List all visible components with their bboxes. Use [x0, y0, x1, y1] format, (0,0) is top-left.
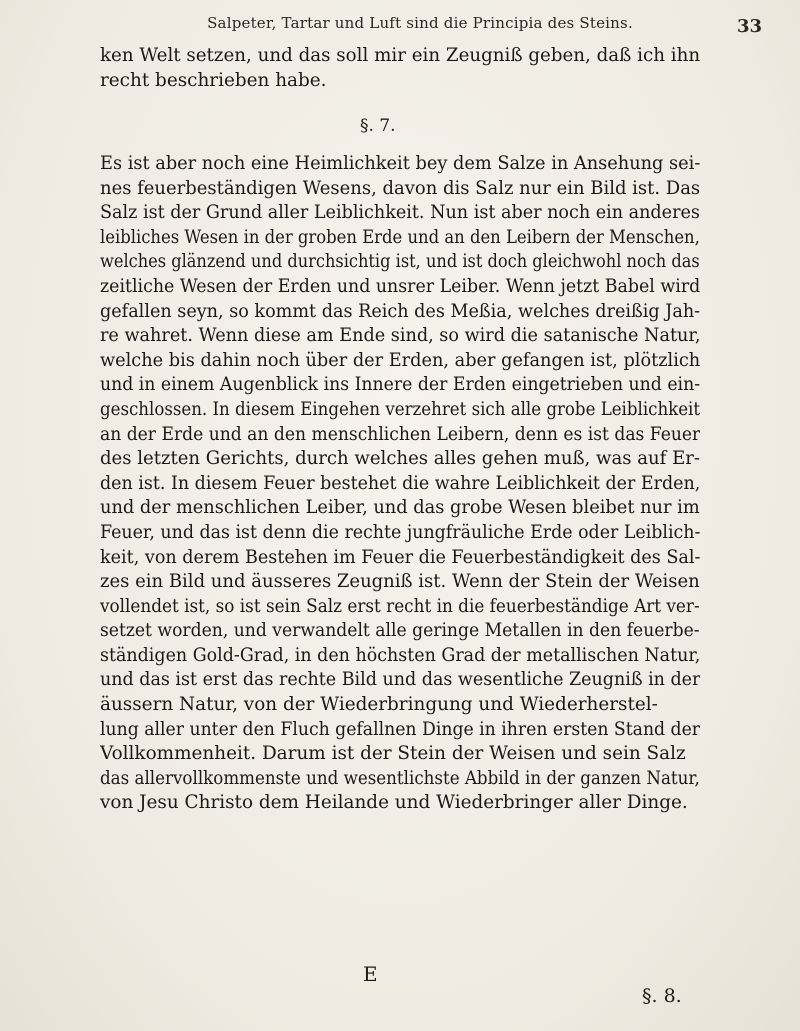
text-line: gefallen seyn, so kommt das Reich des Meßia, welches dreißig Jah-	[100, 300, 700, 322]
text-line: von Jesu Christo dem Heilande und Wiederbringer aller Dinge.	[100, 792, 688, 814]
text-line: und das ist erst das rechte Bild und das wesentliche Zeugniß in der	[100, 669, 701, 691]
text-line: und der menschlichen Leiber, und das grobe Wesen bleibet nur im	[100, 497, 700, 519]
text-line: leibliches Wesen in der groben Erde und an den Leibern der Menschen,	[100, 226, 700, 248]
text-line: re wahret. Wenn diese am Ende sind, so wird die satanische Natur,	[100, 325, 701, 347]
text-line: welche bis dahin noch über der Erden, aber gefangen ist, plötzlich	[100, 349, 701, 371]
text-line: lung aller unter den Fluch gefallnen Dinge in ihren ersten Stand der	[100, 718, 700, 740]
text-line: des letzten Gerichts, durch welches alles gehen muß, was auf Er-	[100, 448, 701, 470]
signature-mark: E	[363, 962, 378, 986]
running-head: Salpeter, Tartar und Luft sind die Principia des Steins.	[207, 14, 633, 32]
section-heading: §. 7.	[360, 116, 396, 136]
text-line: geschlossen. In diesem Eingehen verzehret sich alle grobe Leiblichkeit	[100, 398, 700, 420]
text-line: vollendet ist, so ist sein Salz erst recht in die feuerbeständige Art ver-	[100, 595, 700, 617]
text-line: welches glänzend und durchsichtig ist, und ist doch gleichwohl noch das	[100, 251, 700, 273]
catchword: §. 8.	[642, 985, 682, 1007]
text-line: das allervollkommenste und wesentlichste Abbild in der ganzen Natur,	[100, 767, 700, 789]
text-line: setzet worden, und verwandelt alle geringe Metallen in den feuerbe-	[100, 620, 700, 642]
text-line: Feuer, und das ist denn die rechte jungfräuliche Erde oder Leiblich-	[100, 521, 701, 543]
text-line: ken Welt setzen, und das soll mir ein Zeugniß geben, daß ich ihn	[100, 45, 700, 66]
page-number: 33	[736, 16, 762, 37]
section-body	[100, 152, 700, 816]
text-line: äussern Natur, von der Wiederbringung und Wiederherstel-	[100, 694, 658, 716]
text-line: ständigen Gold-Grad, in den höchsten Grad der metallischen Natur,	[100, 644, 701, 666]
text-line: und in einem Augenblick ins Innere der Erden eingetrieben und ein-	[100, 374, 701, 396]
text-line: Salz ist der Grund aller Leiblichkeit. Nun ist aber noch ein anderes	[100, 202, 700, 224]
text-line: Vollkommenheit. Darum ist der Stein der Weisen und sein Salz	[100, 743, 686, 765]
text-line: recht beschrieben habe.	[100, 69, 327, 91]
text-line: Es ist aber noch eine Heimlichkeit bey dem Salze in Ansehung sei-	[100, 153, 700, 174]
text-line: keit, von derem Bestehen im Feuer die Feuerbeständigkeit des Sal-	[100, 546, 700, 568]
text-line: zes ein Bild und äusseres Zeugniß ist. Wenn der Stein der Weisen	[100, 571, 700, 593]
text-line: an der Erde und an den menschlichen Leibern, denn es ist das Feuer	[100, 423, 701, 445]
text-line: den ist. In diesem Feuer bestehet die wahre Leiblichkeit der Erden,	[100, 472, 701, 494]
text-line: nes feuerbeständigen Wesens, davon dis Salz nur ein Bild ist. Das	[100, 177, 701, 199]
text-line: zeitliche Wesen der Erden und unsrer Leiber. Wenn jetzt Babel wird	[100, 275, 701, 297]
intro-paragraph	[100, 44, 700, 93]
